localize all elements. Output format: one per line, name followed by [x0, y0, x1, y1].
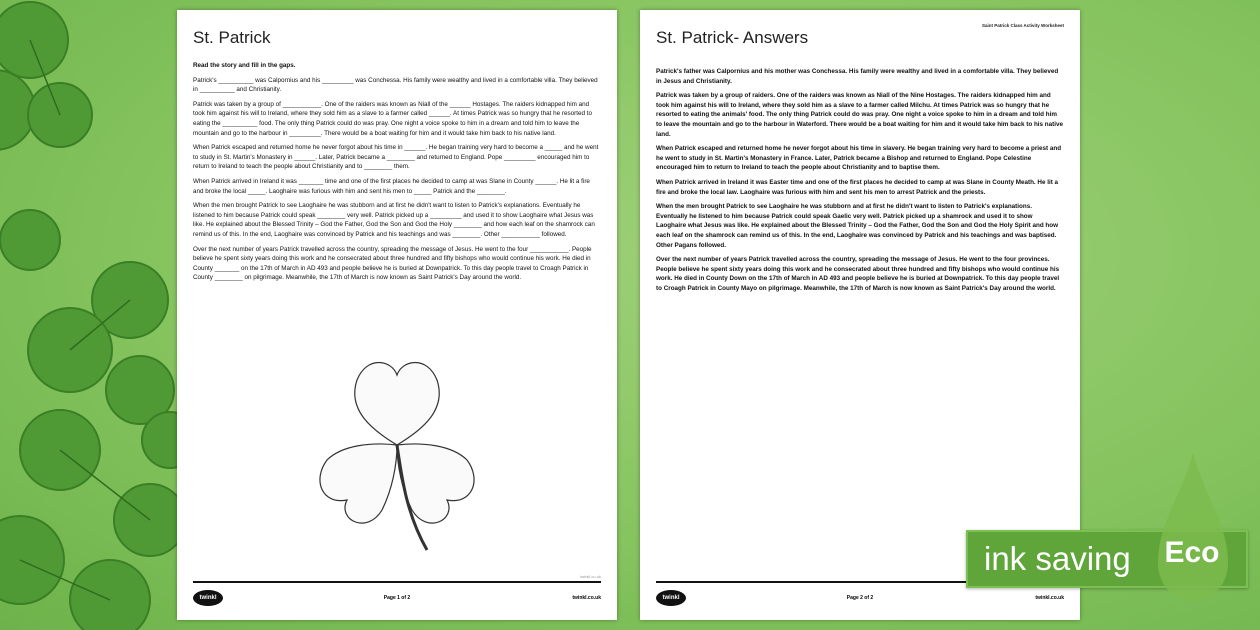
paragraph: When the men brought Patrick to see Laoghaire he was stubborn and at first he didn't want to listen to Patrick's explanations. Eventually he listened to him because Patrick could speak Gaelic very well. Patrick picked up a shamrock and used it to show Laoghaire what Jesus was like. He explained about the Blessed Trinity – God the Father, God the Son and God the Holy Spirit and how each leaf on the shamrock can remind us of this. In the end, Laoghaire was convinced by Patrick and his teachings and was baptised. Other Pagans followed.: [656, 203, 1059, 249]
paragraph: When Patrick escaped and returned home he never forgot about his time in ______. He began training very hard to become a _____ and he went to study in St. Martin's Monastery in ______. Later, Patrick became a ________ and returned to England. Pope _________ encouraged him to return to Ireland to teach the people about Christianity and to ________ them.: [193, 144, 599, 171]
shamrock-background-decoration: [0, 0, 200, 630]
paragraph: When Patrick escaped and returned home he never forgot about his time in slavery. He began training very hard to become a priest and he went to study in St. Martin's Monastery in France. Later, Patrick became a Bishop and returned to England. Pope Celestine encouraged him to return to Ireland to teach the people about Christianity and to baptise them.: [656, 145, 1062, 172]
paragraph: When the men brought Patrick to see Laoghaire he was stubborn and at first he didn't want to listen to Patrick's explanations. Eventually he listened to him because Patrick could speak ________ very well. Patrick picked up a _________ and used it to show Laoghaire what Jesus was like. He explained about the Blessed Trinity – God the Father, God the Son and God the Holy ________ and how each leaf on the shamrock can remind us of this. In the end, Laoghaire was convinced by Patrick and his teachings and was ________. Other ___________ followed.: [193, 202, 595, 238]
twinkl-logo: twinkl: [656, 590, 686, 606]
page-title: St. Patrick: [193, 28, 271, 47]
footer-site: twinkl.co.uk: [572, 595, 601, 601]
paragraph: Patrick was taken by a group of raiders. One of the raiders was known as Niall of the Nine Hostages. The raiders kidnapped him and took him against his will to Ireland, where they sold him as a slave to a farmer called Milchu. At times Patrick was so hungry that he resorted to eating the animals' food. The only thing Patrick could do was pray. One night a voice spoke to him in a dream and told him to leave the mountain and go to the harbour in Waterford. There would be a boat waiting for him and it would take him back to his native land.: [656, 92, 1063, 138]
footer-site: twinkl.co.uk: [1035, 595, 1064, 601]
answers-text: [656, 67, 1064, 298]
page-number: Page 2 of 2: [846, 595, 874, 601]
footer-site-small: twinkl.co.uk: [580, 574, 601, 579]
page-header: Saint Patrick Class Activity Worksheet: [981, 23, 1064, 28]
paragraph: Patrick's __________ was Calpornius and his _________ was Conchessa. His family were wealthy and lived in a comfortable villa. They believed in __________ and Christianity.: [193, 76, 598, 94]
page-title: St. Patrick- Answers: [656, 28, 809, 47]
page-number: Page 1 of 2: [383, 595, 411, 601]
twinkl-logo: twinkl: [193, 590, 223, 606]
paragraph: Patrick's father was Calpornius and his mother was Conchessa. His family were wealthy and lived in a comfortable villa. They believed in Jesus and Christianity.: [656, 68, 1059, 85]
footer-divider: [193, 581, 601, 583]
paragraph: When Patrick arrived in Ireland it was Easter time and one of the first places he decided to camp at was Slane in County Meath. He lit a fire and broke the local law. Laoghaire was furious with him and sent his men to arrest Patrick and the priests.: [656, 178, 1059, 196]
worksheet-page-2: [640, 10, 1080, 620]
paragraph: Over the next number of years Patrick travelled across the country, spreading the message of Jesus. He went to the four provinces. People believe he spent sixty years doing this work and he consecrated about three hundred and fifty bishops who would continue his work. He died in County Down on the 17th of March in AD 493 and people believe he is buried at Downpatrick. To this day people travel to Croagh Patrick in County Mayo on pilgrimage. Meanwhile, the 17th of March is now known as Saint Patrick's Day around the world.: [656, 256, 1060, 292]
eco-drop-icon: [1158, 453, 1228, 603]
worksheet-page-1: [177, 10, 617, 620]
paragraph: Over the next number of years Patrick travelled across the country, spreading the message of Jesus. He went to the four ___________. People believe he spent sixty years doing this work and he consecrated about three hundred and fifty bishops who would continue his work. He died in County _______ on the 17th of March in AD 493 and people believe he is buried at Downpatrick. To this day people travel to Croagh Patrick in County ________ on pilgrimage. Meanwhile, the 17th of March is now known as Saint Patrick's Day around the world.: [193, 245, 592, 282]
ink-saving-label: ink saving: [984, 540, 1131, 577]
paragraph: Patrick was taken by a group of ___________. One of the raiders was known as Niall of the ______ Hostages. The raiders kidnapped him and took him against his will to Ireland, where they sold him as a slave to a farmer called ______. At times Patrick was so hungry that he resorted to eating the __________ food. The only thing Patrick could do was pray. One night a voice spoke to him in a dream and told him to leave the mountain and go to the harbour in _________. There would be a boat waiting for him and it would take him back to his native land.: [193, 100, 593, 137]
instructions: Read the story and fill in the gaps.: [193, 62, 296, 69]
paragraph: When Patrick arrived in Ireland it was _______ time and one of the first places he decided to camp at was Slane in County ______. He lit a fire and broke the local _____. Laoghaire was furious with him and sent his men to _____ Patrick and the ________.: [193, 177, 590, 195]
worksheet-text: [193, 61, 601, 288]
eco-label: Eco: [1164, 536, 1220, 569]
shamrock-outline-image: [312, 350, 482, 555]
